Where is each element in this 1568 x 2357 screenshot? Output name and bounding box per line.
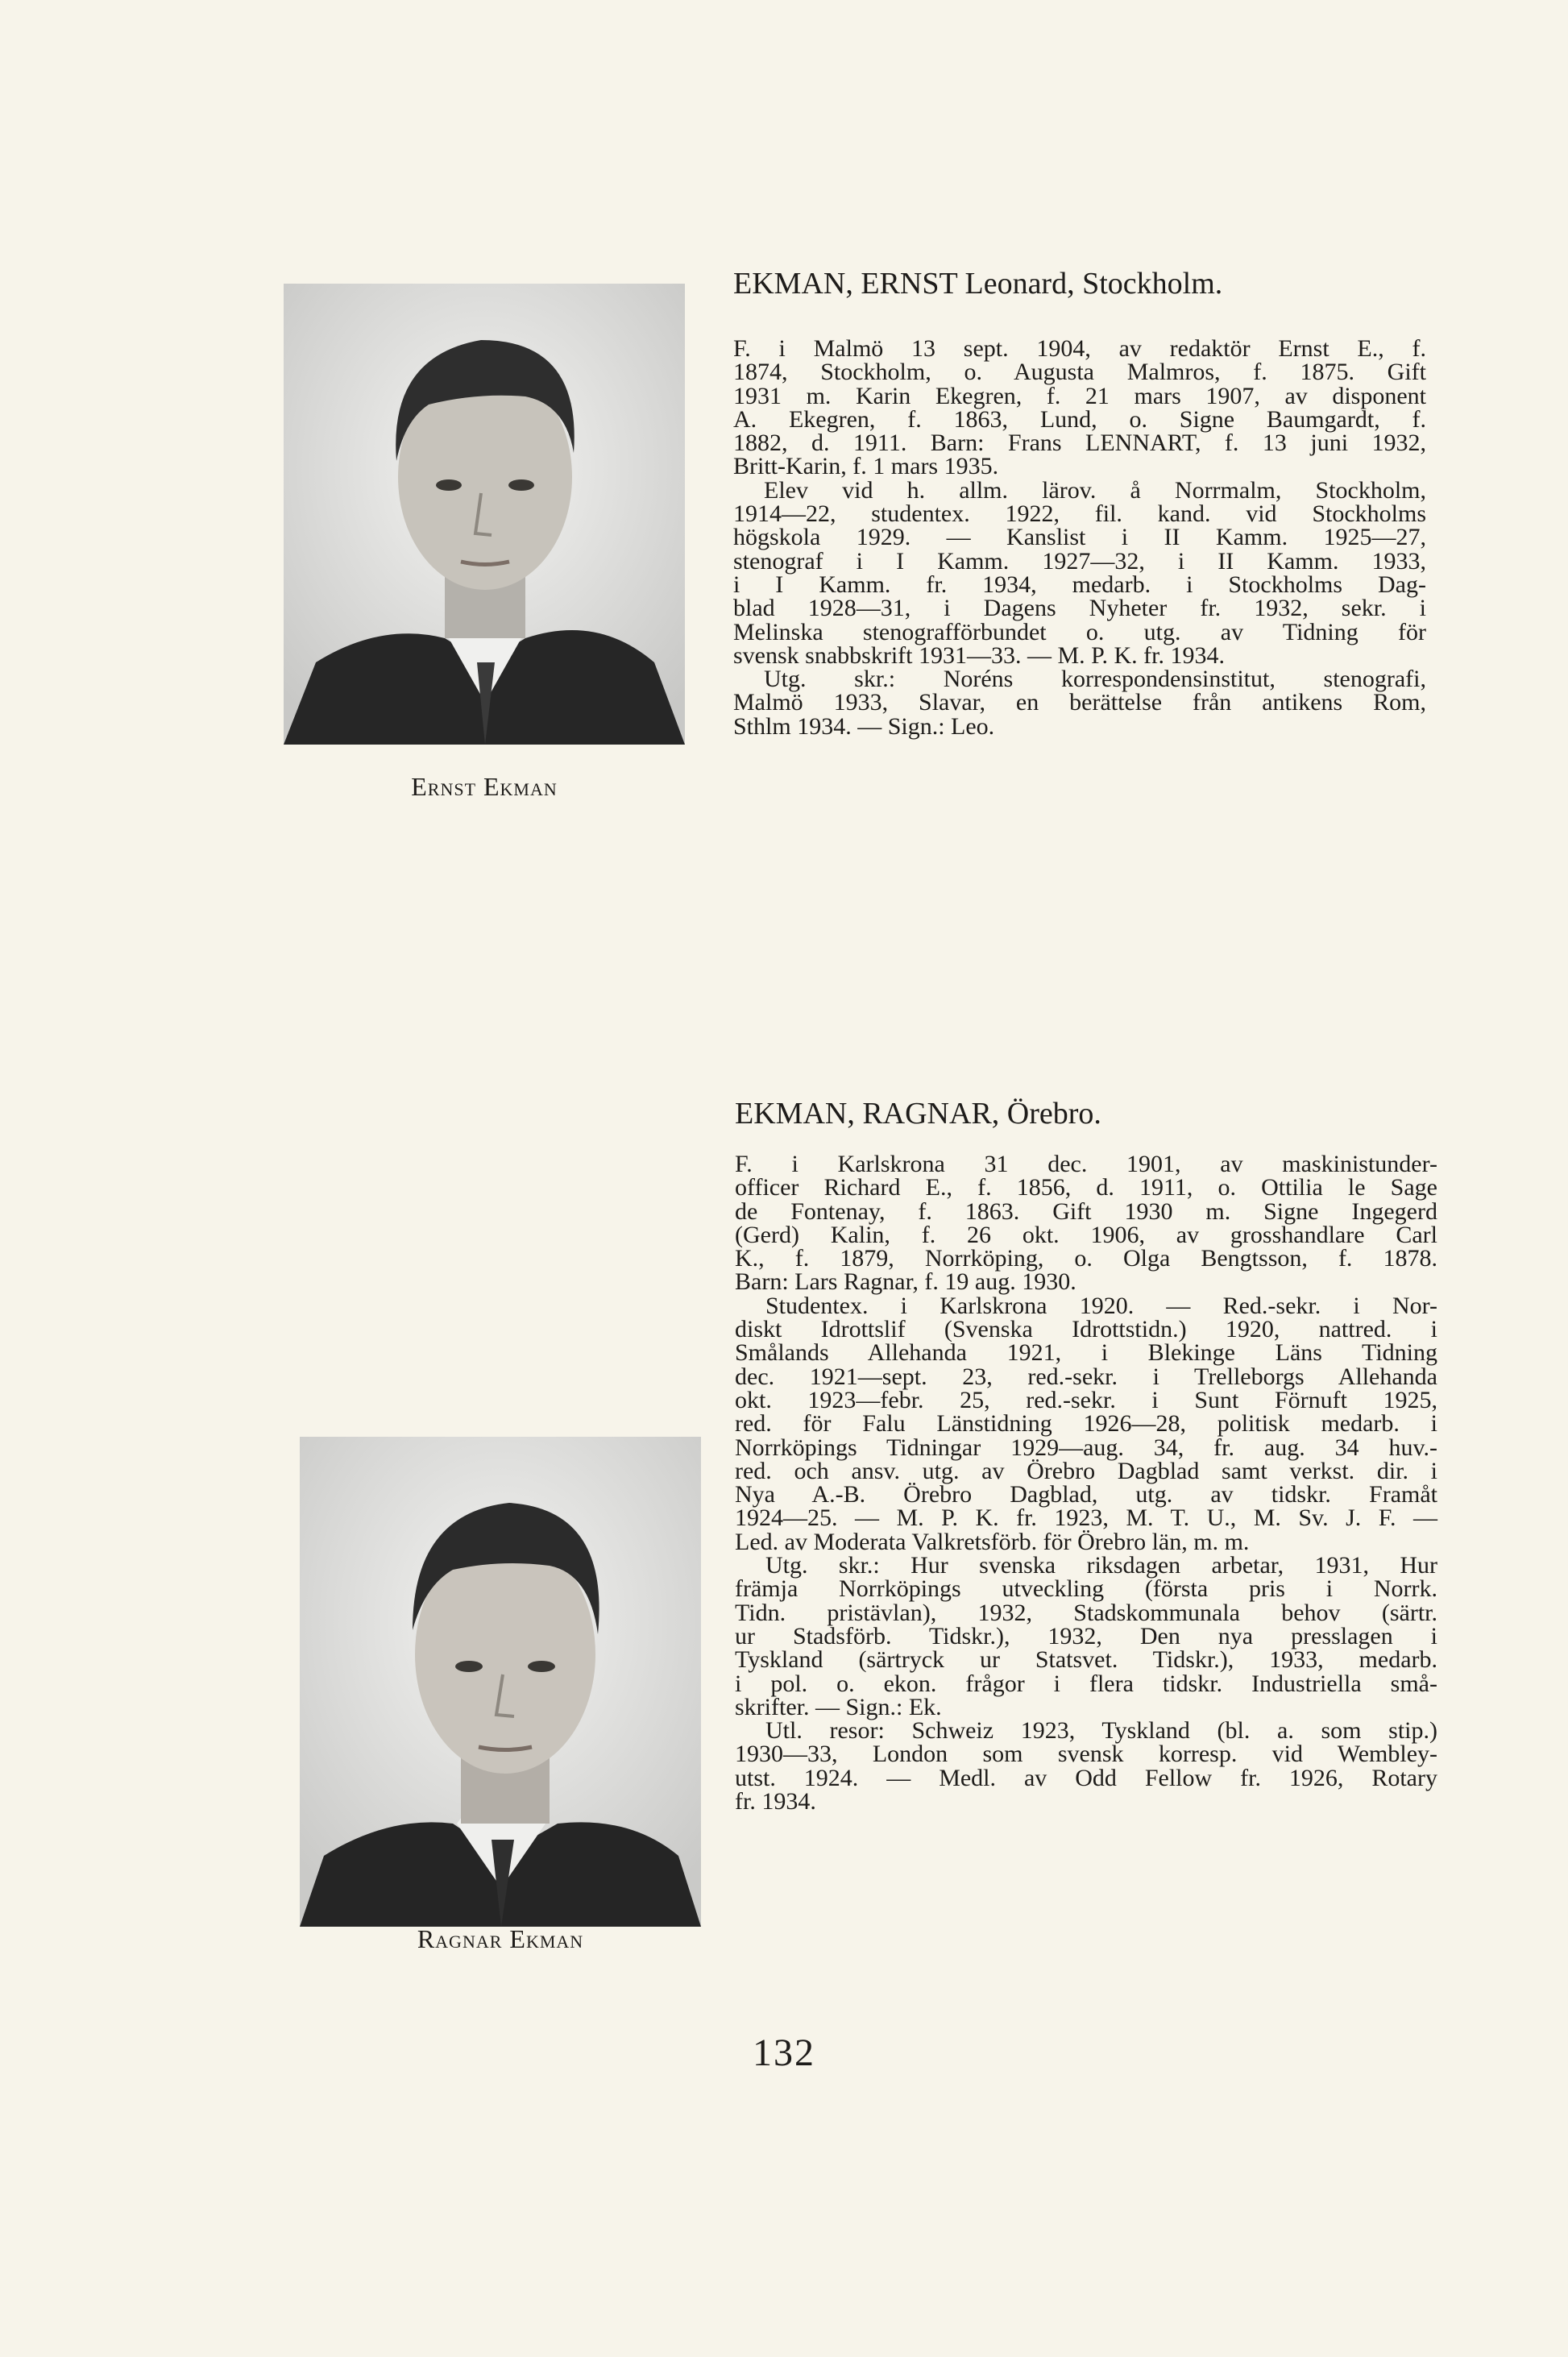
portrait-photo-ernst [284,284,685,745]
entry-line: utst. 1924. — Medl. av Odd Fellow fr. 1926, Rotary [735,1764,1437,1791]
portrait-ragnar-image [300,1437,701,1927]
entry-line: 1874, Stockholm, o. Augusta Malmros, f. 1875. Gift [733,359,1426,386]
photo-caption-ernst: Ernst Ekman [411,772,558,801]
entry-line: 1914—22, studentex. 1922, fil. kand. vid Stockholms [733,500,1426,528]
entry-line: Tyskland (särtryck ur Statsvet. Tidskr.), 1933, medarb. [735,1646,1437,1674]
entry-line: främja Norrköpings utveckling (första pris i Norrk. [735,1575,1437,1603]
entry-line: Norrköpings Tidningar 1929—aug. 34, fr. aug. 34 huv.- [735,1434,1437,1461]
entry-line: Nya A.-B. Örebro Dagblad, utg. av tidskr. Framåt [735,1481,1437,1508]
entry-line: dec. 1921—sept. 23, red.-sekr. i Trelleborgs Allehanda [735,1363,1437,1390]
entry-line: Britt-Karin, f. 1 mars 1935. [733,453,999,480]
portrait-ernst-image [284,284,685,745]
entry-line: ur Stadsförb. Tidskr.), 1932, Den nya presslagen i [735,1622,1437,1649]
entry-line: i I Kamm. fr. 1934, medarb. i Stockholms Dag- [733,571,1426,598]
entry-line: fr. 1934. [735,1788,816,1815]
entry-line: red. för Falu Länstidning 1926—28, politisk medarb. i [735,1410,1437,1438]
entry-line: officer Richard E., f. 1856, d. 1911, o. Ottilia le Sage [735,1174,1437,1201]
entry-line: 1930—33, London som svensk korresp. vid Wembley- [735,1741,1437,1768]
entry-body-ernst [733,337,1426,738]
entry-line: Utg. skr.: Hur svenska riksdagen arbetar, 1931, Hur [765,1552,1437,1579]
entry-line: F. i Karlskrona 31 dec. 1901, av maskinistunder- [735,1151,1437,1177]
entry-line: Malmö 1933, Slavar, en berättelse från antikens Rom, [733,689,1426,716]
entry-line: K., f. 1879, Norrköping, o. Olga Bengtsson, f. 1878. [735,1245,1437,1272]
entry-heading-ernst: EKMAN, ERNST Leonard, Stockholm. [733,267,1223,301]
entry-line: Tidn. pristävlan), 1932, Stadskommunala behov (särtr. [735,1599,1437,1626]
entry-line: 1882, d. 1911. Barn: Frans LENNART, f. 13 juni 1932, [733,429,1426,457]
entry-line: svensk snabbskrift 1931—33. — M. P. K. fr. 1934. [733,641,1226,669]
entry-body-ragnar [735,1152,1437,1813]
entry-line: blad 1928—31, i Dagens Nyheter fr. 1932, sekr. i [733,595,1426,622]
photo-caption-ragnar: Ragnar Ekman [417,1924,584,1953]
entry-line: 1931 m. Karin Ekegren, f. 21 mars 1907, av disponent [733,382,1426,409]
entry-line: Led. av Moderata Valkretsförb. för Örebro län, m. m. [735,1528,1250,1555]
entry-line: F. i Malmö 13 sept. 1904, av redaktör Ernst E., f. [733,335,1426,362]
entry-line: diskt Idrottslif (Svenska Idrottstidn.) 1920, nattred. i [735,1316,1437,1343]
entry-line: 1924—25. — M. P. K. fr. 1923, M. T. U., M. Sv. J. F. — [735,1504,1437,1532]
entry-line: A. Ekegren, f. 1863, Lund, o. Signe Baumgardt, f. [733,405,1426,433]
portrait-photo-ragnar [300,1437,701,1927]
entry-line: Smålands Allehanda 1921, i Blekinge Läns Tidning [735,1339,1437,1367]
entry-line: Studentex. i Karlskrona 1920. — Red.-sekr. i Nor- [765,1292,1437,1319]
entry-line: de Fontenay, f. 1863. Gift 1930 m. Signe Ingegerd [735,1197,1437,1225]
page-number: 132 [753,2031,815,2074]
entry-line: stenograf i I Kamm. 1927—32, i II Kamm. 1933, [733,547,1426,575]
entry-line: Elev vid h. allm. lärov. å Norrmalm, Stockholm, [764,476,1426,504]
entry-line: i pol. o. ekon. frågor i flera tidskr. Industriella små- [735,1670,1437,1697]
entry-heading-ragnar: EKMAN, RAGNAR, Örebro. [735,1097,1101,1131]
entry-line: Utl. resor: Schweiz 1923, Tyskland (bl. a. som stip.) [765,1717,1437,1745]
entry-line: högskola 1929. — Kanslist i II Kamm. 1925—27, [733,524,1426,551]
entry-line: Barn: Lars Ragnar, f. 19 aug. 1930. [735,1268,1076,1296]
entry-line: okt. 1923—febr. 25, red.-sekr. i Sunt Förnuft 1925, [735,1386,1437,1413]
entry-line: Utg. skr.: Noréns korrespondensinstitut, stenografi, [764,666,1426,693]
entry-line: (Gerd) Kalin, f. 26 okt. 1906, av grosshandlare Carl [735,1221,1437,1248]
entry-line: Sthlm 1934. — Sign.: Leo. [733,712,995,740]
entry-line: skrifter. — Sign.: Ek. [735,1693,942,1720]
entry-line: Melinska stenografförbundet o. utg. av Tidning för [733,618,1426,645]
entry-line: red. och ansv. utg. av Örebro Dagblad samt verkst. dir. i [735,1457,1437,1484]
